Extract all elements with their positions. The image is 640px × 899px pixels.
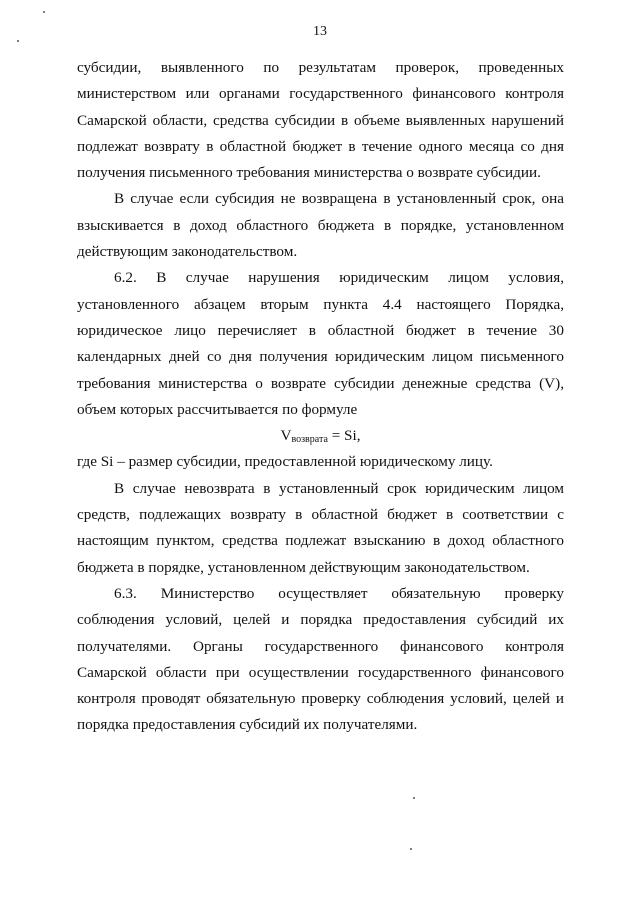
paragraph-continuation: субсидии, выявленного по результатам проверок, проведенных министерством или органами государственного финансового контроля Самарской области, средства субсидии в объеме выявленных нарушений подлежат возврату в областной бюджет в течение одного месяца со дня получения письменного требования министерства о возврате субсидии. bbox=[77, 59, 564, 182]
paragraph-recovery: В случае если субсидия не возвращена в установленный срок, она взыскивается в доход областного бюджета в порядке, установленном действующим законодательством. bbox=[77, 190, 564, 261]
formula-variable: V bbox=[280, 427, 292, 445]
page-number: 13 bbox=[313, 24, 327, 39]
paragraph-non-return: В случае невозврата в установленный срок юридическим лицом средств, подлежащих возврату в областной бюджет в соответствии с настоящим пунктом, средства подлежат взысканию в доход областного бюджета в порядке, установленном действующим законодательством. bbox=[77, 479, 564, 576]
formula bbox=[77, 423, 564, 449]
paragraph-6-3: 6.3. Министерство осуществляет обязательную проверку соблюдения условий, целей и порядка предоставления субсидий их получателями. Органы государственного финансового контроля Самарской области при осуществлении государственного финансового контроля проводят обязательную проверку соблюдения условий, целей и порядка предоставления субсидий их получателями. bbox=[77, 584, 564, 734]
paragraph-6-2: 6.2. В случае нарушения юридическим лицом условия, установленного абзацем вторым пункта 4.4 настоящего Порядка, юридическое лицо перечисляет в областной бюджет в течение 30 календарных дней со дня получения юридическим лицом письменного требования министерства о возврате субсидии денежные средства (V), объем которых рассчитывается по формуле bbox=[77, 269, 564, 418]
paragraph-formula-explanation: где Si – размер субсидии, предоставленной юридическому лицу. bbox=[77, 453, 493, 471]
document-body bbox=[77, 55, 564, 739]
scan-speck bbox=[410, 848, 412, 850]
formula-subscript: возврата bbox=[291, 434, 328, 446]
formula-rhs: = Si, bbox=[327, 427, 361, 445]
scan-speck bbox=[17, 40, 19, 42]
scan-speck bbox=[43, 11, 45, 13]
scan-speck bbox=[413, 797, 415, 799]
